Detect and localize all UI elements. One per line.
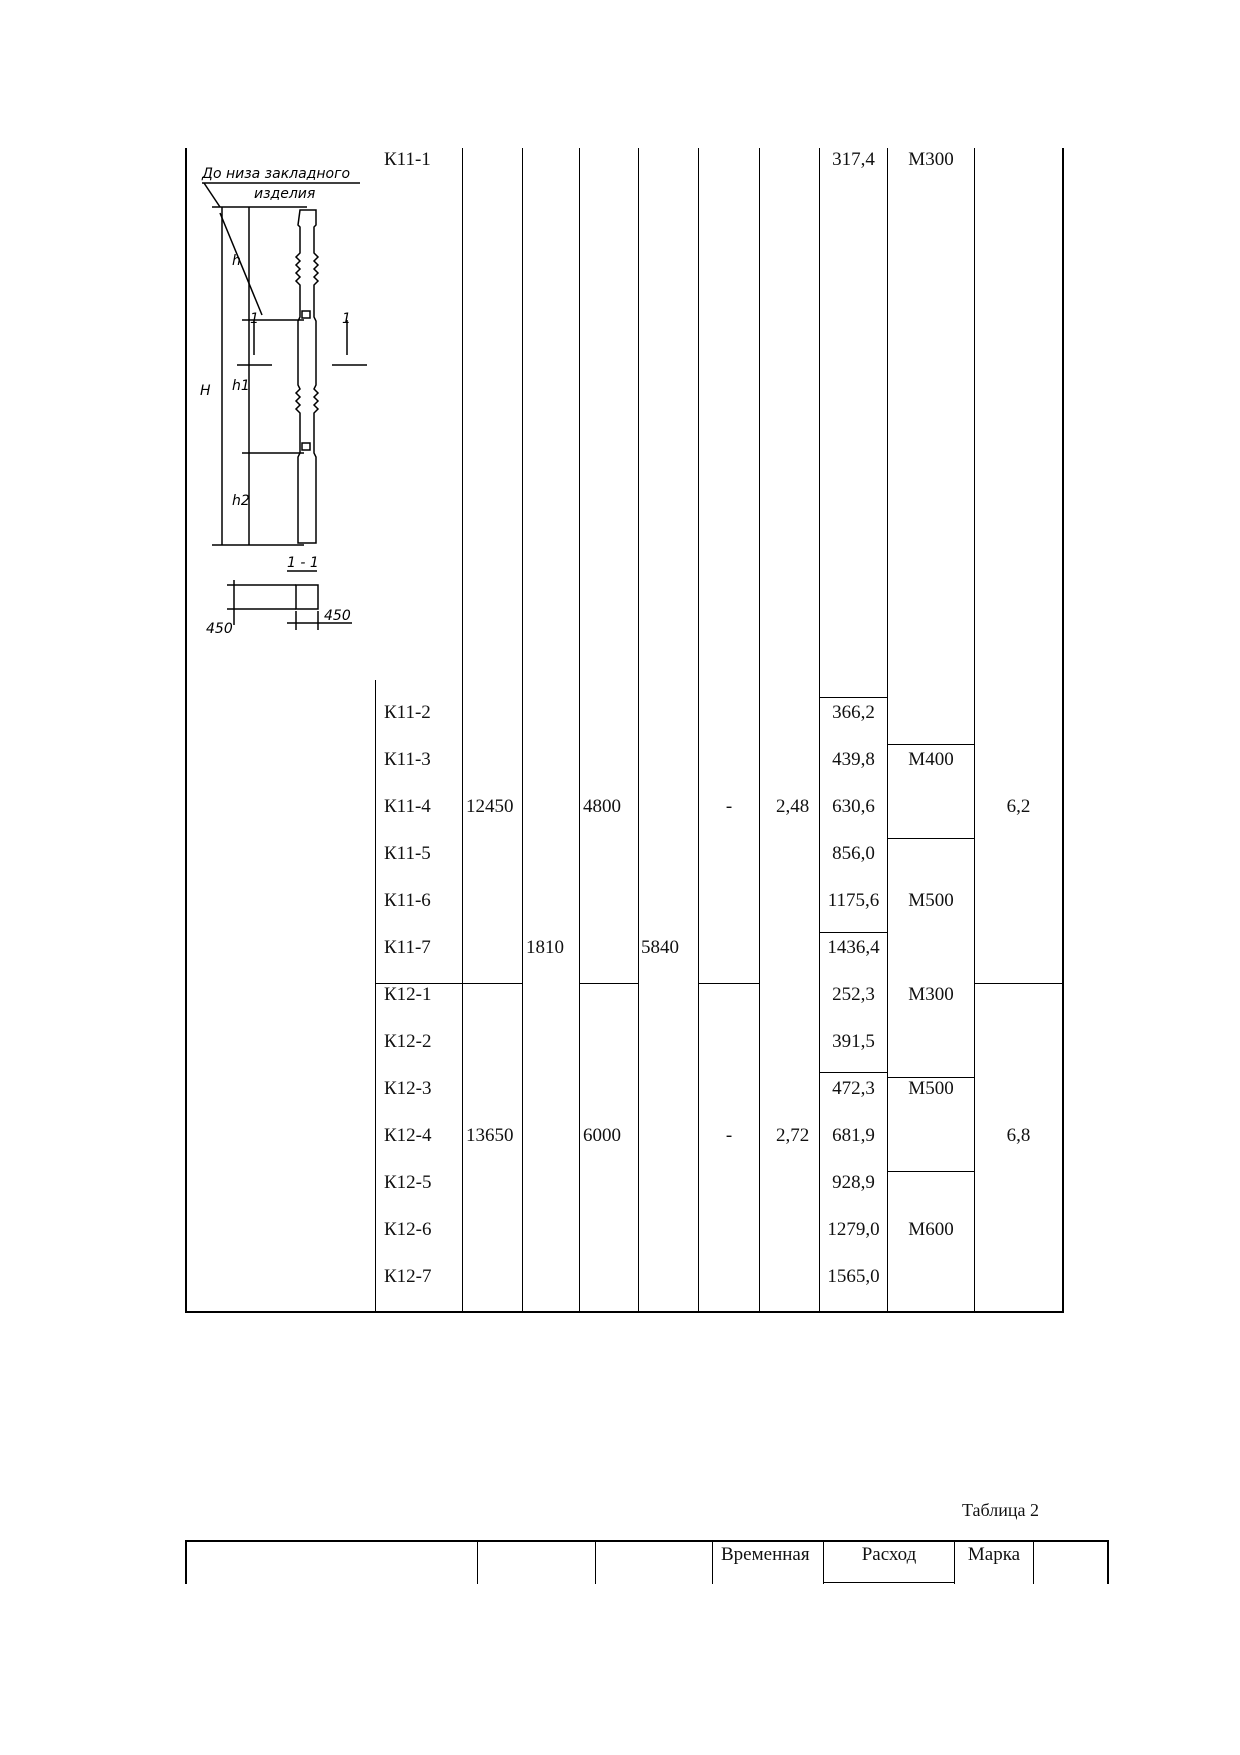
k11-volume: 2,48 <box>776 796 810 817</box>
table-row-load: 1436,4 <box>827 937 880 958</box>
k12-volume: 2,72 <box>776 1125 810 1146</box>
drawing-label-h2: h2 <box>232 493 250 509</box>
table-row-mark: К11-6 <box>384 890 431 911</box>
table-row-load: 472,3 <box>832 1078 875 1099</box>
column-elevation-svg <box>192 155 460 675</box>
k12-height-h2: - <box>725 1125 733 1146</box>
k11-height-H: 12450 <box>466 796 514 817</box>
k12-mass: 6,8 <box>1006 1125 1031 1146</box>
k12-height-H: 13650 <box>466 1125 514 1146</box>
table-2-header-grade: Марка <box>967 1544 1021 1565</box>
table-row-load: 1279,0 <box>827 1219 880 1240</box>
drawing-dim-depth: 450 <box>206 621 233 637</box>
table-row-mark: К12-7 <box>384 1266 432 1287</box>
table-2-header-load: Временная <box>721 1544 810 1565</box>
table-row-mark: К12-4 <box>384 1125 432 1146</box>
k12-height-h1: 6000 <box>583 1125 621 1146</box>
column-drawing <box>192 155 460 675</box>
concrete-grade: М600 <box>908 1219 954 1240</box>
drawing-section-mark-right: 1 <box>342 311 351 327</box>
concrete-grade: М500 <box>908 890 954 911</box>
drawing-label-H: H <box>200 383 211 399</box>
table-row-load: 681,9 <box>832 1125 875 1146</box>
table-row-mark: К12-3 <box>384 1078 432 1099</box>
drawing-section-title: 1 - 1 <box>287 555 319 571</box>
drawing-label-h: h <box>232 253 241 269</box>
table-row-load: 439,8 <box>832 749 875 770</box>
table-row-mark: К11-4 <box>384 796 431 817</box>
table-row-load: 928,9 <box>832 1172 875 1193</box>
k11-mass: 6,2 <box>1006 796 1031 817</box>
table-row-load: 366,2 <box>832 702 875 723</box>
table-row-load: 1175,6 <box>827 890 880 911</box>
drawing-label-h1: h1 <box>232 378 250 394</box>
table-row-mark: К12-2 <box>384 1031 432 1052</box>
concrete-grade: М400 <box>908 749 954 770</box>
k11-height-h1: 4800 <box>583 796 621 817</box>
concrete-grade: М300 <box>908 149 954 170</box>
shared-h: 1810 <box>526 937 564 958</box>
table-row-mark: К12-1 <box>384 984 432 1005</box>
table-row-mark: К11-7 <box>384 937 431 958</box>
table-row-mark: К11-3 <box>384 749 431 770</box>
shared-total: 5840 <box>641 937 679 958</box>
table-row-load: 630,6 <box>832 796 875 817</box>
table-row-mark: К12-6 <box>384 1219 432 1240</box>
table-2-header-consumption: Расход <box>861 1544 917 1565</box>
table-row-mark: К11-1 <box>384 149 431 170</box>
table-row-load: 252,3 <box>832 984 875 1005</box>
table-row-mark: К12-5 <box>384 1172 432 1193</box>
table-row-load: 391,5 <box>832 1031 875 1052</box>
concrete-grade: М300 <box>908 984 954 1005</box>
table-row-load: 1565,0 <box>827 1266 880 1287</box>
drawing-section-mark-left: 1 <box>250 311 259 327</box>
drawing-dim-width: 450 <box>324 608 351 624</box>
table-row-mark: К11-2 <box>384 702 431 723</box>
table-row-load: 856,0 <box>832 843 875 864</box>
table-row-load: 317,4 <box>832 149 875 170</box>
drawing-note-line1: До низа закладного <box>202 166 351 182</box>
drawing-note-line2: изделия <box>254 186 316 202</box>
k11-height-h2: - <box>725 796 733 817</box>
table-row-mark: К11-5 <box>384 843 431 864</box>
table-2-caption: Таблица 2 <box>962 1500 1039 1520</box>
concrete-grade: М500 <box>908 1078 954 1099</box>
